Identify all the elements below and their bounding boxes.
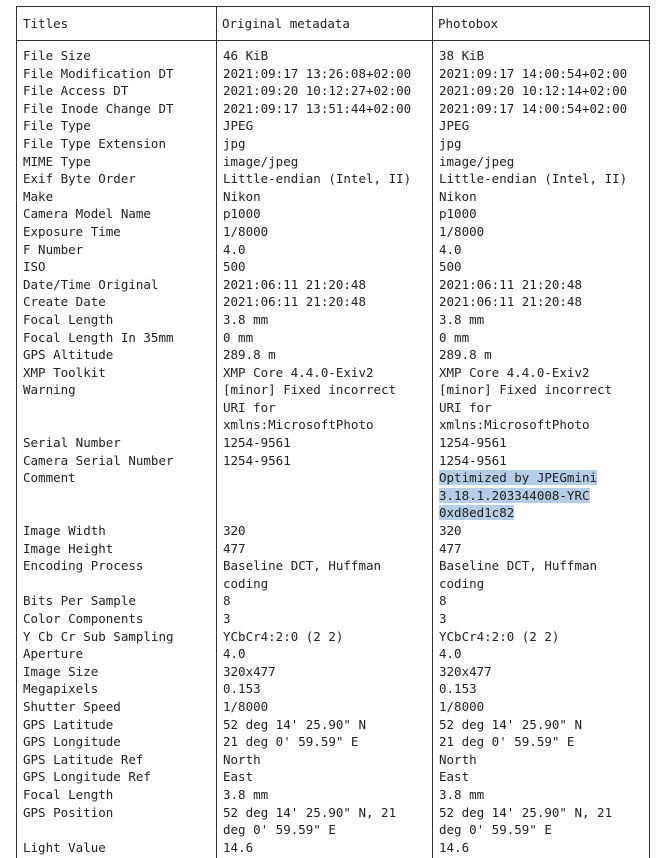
row-title: Image Height — [23, 540, 114, 556]
original-value — [217, 645, 433, 663]
original-value — [217, 153, 433, 171]
value-line: URI for — [223, 399, 276, 415]
row-title: Megapixels — [23, 681, 99, 697]
row-title: File Size — [23, 48, 91, 63]
original-value — [217, 205, 433, 223]
original-value — [217, 293, 433, 311]
value-line: image/jpeg — [223, 153, 299, 169]
photobox-value — [433, 434, 649, 452]
original-value — [217, 804, 433, 839]
value-line: p1000 — [223, 206, 261, 222]
photobox-value — [433, 786, 649, 804]
value-line: 320x477 — [439, 663, 492, 679]
value-line: 14.6 — [223, 839, 254, 855]
photobox-value — [433, 100, 649, 118]
value-line: 1254-9561 — [439, 435, 507, 451]
table-row — [17, 804, 649, 839]
value-line: 2021:09:17 14:00:54+02:00 — [439, 100, 628, 116]
original-value — [217, 346, 433, 364]
row-title: Warning — [23, 382, 76, 398]
photobox-value — [433, 680, 649, 698]
original-value — [217, 82, 433, 100]
photobox-value — [433, 311, 649, 329]
table-row — [17, 381, 649, 434]
photobox-value — [433, 557, 649, 592]
photobox-value — [433, 381, 649, 434]
value-line: JPEG — [223, 118, 254, 134]
table-row — [17, 100, 649, 118]
original-value — [217, 100, 433, 118]
value-line: YCbCr4:2:0 (2 2) — [439, 628, 560, 644]
table-row — [17, 82, 649, 100]
original-value — [217, 839, 433, 857]
original-value — [217, 733, 433, 751]
original-value — [217, 170, 433, 188]
photobox-value — [433, 452, 649, 470]
photobox-value — [433, 170, 649, 188]
row-title: Aperture — [23, 646, 84, 662]
table-row — [17, 452, 649, 470]
selection-highlight[interactable]: 0xd8ed1c82 — [439, 505, 515, 521]
original-value — [217, 381, 433, 434]
photobox-value — [433, 293, 649, 311]
table-row — [17, 364, 649, 382]
photobox-value — [433, 364, 649, 382]
table-row — [17, 276, 649, 294]
value-line: 289.8 m — [223, 347, 276, 363]
table-row — [17, 768, 649, 786]
table-row — [17, 329, 649, 347]
original-value — [217, 610, 433, 628]
photobox-value — [433, 698, 649, 716]
photobox-value — [433, 223, 649, 241]
table-row — [17, 786, 649, 804]
original-value — [217, 258, 433, 276]
value-line: 3 — [439, 611, 447, 626]
row-title: Focal Length In 35mm — [23, 329, 174, 345]
table-row — [17, 47, 649, 65]
row-title: Y Cb Cr Sub Sampling — [23, 628, 174, 644]
value-line: 21 deg 0' 59.59" E — [439, 734, 575, 750]
value-line: Baseline DCT, Huffman — [223, 558, 382, 574]
photobox-value — [433, 346, 649, 364]
highlighted-value-line — [439, 487, 645, 505]
value-line: 14.6 — [439, 839, 470, 855]
original-value — [217, 188, 433, 206]
original-value — [217, 680, 433, 698]
row-title: Image Width — [23, 523, 106, 539]
value-line: JPEG — [439, 118, 470, 134]
table-row — [17, 258, 649, 276]
value-line: p1000 — [439, 206, 477, 222]
value-line: 1/8000 — [439, 223, 485, 239]
table-row — [17, 733, 649, 751]
header-photobox: Photobox — [438, 16, 499, 31]
value-line: xmlns:MicrosoftPhoto — [223, 417, 374, 433]
value-line: 52 deg 14' 25.90" N — [223, 716, 366, 732]
table-row — [17, 557, 649, 592]
row-title: GPS Longitude — [23, 734, 121, 750]
value-line: 3.8 mm — [439, 311, 485, 327]
value-line: 2021:06:11 21:20:48 — [439, 276, 582, 292]
row-title: Create Date — [23, 294, 106, 310]
value-line: Little-endian (Intel, II) — [439, 171, 628, 187]
value-line: 4.0 — [223, 646, 246, 662]
photobox-value — [433, 258, 649, 276]
table-row — [17, 522, 649, 540]
original-value — [217, 47, 433, 65]
value-line: image/jpeg — [439, 153, 515, 169]
header-separator — [17, 40, 649, 41]
value-line: 46 KiB — [223, 48, 269, 63]
value-line: 3.8 mm — [223, 786, 269, 802]
table-row — [17, 663, 649, 681]
value-line: 500 — [223, 259, 246, 275]
value-line: 3.8 mm — [439, 786, 485, 802]
value-line: 8 — [223, 593, 231, 609]
original-value — [217, 557, 433, 592]
table-row — [17, 469, 649, 522]
row-title: Exposure Time — [23, 223, 121, 239]
table-row — [17, 839, 649, 857]
table-row — [17, 540, 649, 558]
table-row — [17, 311, 649, 329]
row-title: Exif Byte Order — [23, 171, 136, 187]
photobox-value — [433, 135, 649, 153]
value-line: 500 — [439, 259, 462, 275]
row-title: Image Size — [23, 663, 99, 679]
row-title: F Number — [23, 241, 84, 257]
row-title: Bits Per Sample — [23, 593, 136, 609]
value-line: coding — [439, 575, 485, 591]
header-titles: Titles — [23, 16, 69, 31]
photobox-value — [433, 329, 649, 347]
photobox-value — [433, 540, 649, 558]
value-line: 320 — [223, 523, 246, 539]
original-value — [217, 716, 433, 734]
photobox-value — [433, 592, 649, 610]
table-row — [17, 65, 649, 83]
value-line: 2021:09:17 14:00:54+02:00 — [439, 65, 628, 81]
photobox-value — [433, 733, 649, 751]
table-row — [17, 117, 649, 135]
value-line: 3.8 mm — [223, 311, 269, 327]
value-line: 2021:06:11 21:20:48 — [223, 294, 366, 310]
table-row — [17, 205, 649, 223]
value-line: North — [439, 751, 477, 767]
photobox-value — [433, 188, 649, 206]
table-row — [17, 188, 649, 206]
photobox-value — [433, 751, 649, 769]
original-value — [217, 628, 433, 646]
value-line: 4.0 — [439, 241, 462, 257]
original-value — [217, 135, 433, 153]
photobox-value — [433, 628, 649, 646]
original-value — [217, 117, 433, 135]
photobox-value — [433, 117, 649, 135]
value-line: 320 — [439, 523, 462, 539]
value-line: XMP Core 4.4.0-Exiv2 — [223, 364, 374, 380]
photobox-value — [433, 276, 649, 294]
row-title: File Type Extension — [23, 135, 166, 151]
value-line: 2021:09:17 13:51:44+02:00 — [223, 100, 412, 116]
photobox-value — [433, 645, 649, 663]
row-title: Encoding Process — [23, 558, 144, 574]
row-title: Camera Model Name — [23, 206, 151, 222]
value-line: jpg — [223, 135, 246, 151]
original-value — [217, 786, 433, 804]
value-line: Nikon — [223, 188, 261, 204]
original-value — [217, 329, 433, 347]
value-line: coding — [223, 575, 269, 591]
value-line: 477 — [439, 540, 462, 556]
value-line: 2021:06:11 21:20:48 — [439, 294, 582, 310]
selection-highlight[interactable]: Optimized by JPEGmini — [439, 470, 598, 486]
table-row — [17, 346, 649, 364]
table-row — [17, 293, 649, 311]
table-row — [17, 716, 649, 734]
row-title: Camera Serial Number — [23, 452, 174, 468]
row-title: MIME Type — [23, 153, 91, 169]
row-title: GPS Altitude — [23, 347, 114, 363]
row-title: Light Value — [23, 839, 106, 855]
original-value — [217, 276, 433, 294]
value-line: 0 mm — [223, 329, 254, 345]
original-value — [217, 522, 433, 540]
highlighted-value-line — [439, 504, 645, 522]
photobox-value — [433, 768, 649, 786]
value-line: URI for — [439, 399, 492, 415]
row-title: File Modification DT — [23, 65, 174, 81]
value-line: 21 deg 0' 59.59" E — [223, 734, 359, 750]
value-line: Nikon — [439, 188, 477, 204]
table-row — [17, 645, 649, 663]
photobox-value — [433, 522, 649, 540]
row-title: File Inode Change DT — [23, 100, 174, 116]
photobox-value — [433, 82, 649, 100]
value-line: North — [223, 751, 261, 767]
value-line: 2021:09:17 13:26:08+02:00 — [223, 65, 412, 81]
table-row — [17, 592, 649, 610]
original-value — [217, 223, 433, 241]
value-line: 1254-9561 — [439, 452, 507, 468]
table-row — [17, 241, 649, 259]
value-line: [minor] Fixed incorrect — [439, 382, 613, 398]
photobox-value — [433, 47, 649, 65]
value-line: 289.8 m — [439, 347, 492, 363]
original-value — [217, 241, 433, 259]
value-line: 52 deg 14' 25.90" N — [439, 716, 582, 732]
original-value — [217, 469, 433, 522]
photobox-value — [433, 205, 649, 223]
original-value — [217, 592, 433, 610]
value-line: 2021:09:20 10:12:14+02:00 — [439, 83, 628, 99]
highlighted-value-line — [439, 469, 645, 487]
header-original-metadata: Original metadata — [222, 16, 350, 31]
original-value — [217, 452, 433, 470]
value-line: jpg — [439, 135, 462, 151]
photobox-value — [433, 663, 649, 681]
row-title: Date/Time Original — [23, 276, 159, 292]
value-line: 1254-9561 — [223, 435, 291, 451]
value-line: XMP Core 4.4.0-Exiv2 — [439, 364, 590, 380]
photobox-value — [433, 65, 649, 83]
photobox-value — [433, 153, 649, 171]
row-title: GPS Latitude — [23, 716, 114, 732]
original-value — [217, 751, 433, 769]
value-line: 1/8000 — [223, 223, 269, 239]
table-row — [17, 610, 649, 628]
table-row — [17, 628, 649, 646]
table-row — [17, 751, 649, 769]
row-title: Color Components — [23, 611, 144, 626]
value-line: 2021:06:11 21:20:48 — [223, 276, 366, 292]
original-value — [217, 311, 433, 329]
value-line: 3 — [223, 611, 231, 626]
value-line: 0.153 — [223, 681, 261, 697]
value-line: Baseline DCT, Huffman — [439, 558, 598, 574]
value-line: 320x477 — [223, 663, 276, 679]
original-value — [217, 434, 433, 452]
row-title: Shutter Speed — [23, 698, 121, 714]
row-title: Focal Length — [23, 311, 114, 327]
row-title: Comment — [23, 470, 76, 486]
value-line: xmlns:MicrosoftPhoto — [439, 417, 590, 433]
table-row — [17, 153, 649, 171]
photobox-value — [433, 610, 649, 628]
value-line: Little-endian (Intel, II) — [223, 171, 412, 187]
selection-highlight[interactable]: 3.18.1.203344008-YRC — [439, 487, 590, 503]
photobox-value — [433, 716, 649, 734]
value-line: 0 mm — [439, 329, 470, 345]
table-body — [17, 47, 649, 856]
value-line: 4.0 — [223, 241, 246, 257]
table-row — [17, 135, 649, 153]
row-title: GPS Latitude Ref — [23, 751, 144, 767]
table-row — [17, 680, 649, 698]
value-line: 2021:09:20 10:12:27+02:00 — [223, 83, 412, 99]
photobox-value — [433, 469, 649, 522]
metadata-table — [16, 6, 650, 858]
value-line: East — [223, 769, 254, 785]
table-row — [17, 434, 649, 452]
value-line: East — [439, 769, 470, 785]
photobox-value — [433, 241, 649, 259]
value-line: deg 0' 59.59" E — [439, 822, 552, 838]
original-value — [217, 698, 433, 716]
original-value — [217, 540, 433, 558]
row-title: File Access DT — [23, 83, 129, 99]
value-line: 52 deg 14' 25.90" N, 21 — [439, 804, 613, 820]
row-title: GPS Position — [23, 804, 114, 820]
value-line: [minor] Fixed incorrect — [223, 382, 397, 398]
value-line: 1/8000 — [439, 698, 485, 714]
original-value — [217, 663, 433, 681]
photobox-value — [433, 839, 649, 857]
original-value — [217, 768, 433, 786]
value-line — [223, 469, 429, 487]
value-line: 477 — [223, 540, 246, 556]
table-row — [17, 170, 649, 188]
value-line: 0.153 — [439, 681, 477, 697]
original-value — [217, 364, 433, 382]
table-row — [17, 698, 649, 716]
original-value — [217, 65, 433, 83]
value-line: 52 deg 14' 25.90" N, 21 — [223, 804, 397, 820]
value-line: 8 — [439, 593, 447, 609]
value-line: 1254-9561 — [223, 452, 291, 468]
row-title: Focal Length — [23, 786, 114, 802]
value-line: YCbCr4:2:0 (2 2) — [223, 628, 344, 644]
photobox-value — [433, 804, 649, 839]
row-title: Serial Number — [23, 435, 121, 451]
value-line: 4.0 — [439, 646, 462, 662]
row-title: XMP Toolkit — [23, 364, 106, 380]
row-title: ISO — [23, 259, 46, 275]
value-line: 38 KiB — [439, 48, 485, 63]
value-line: 1/8000 — [223, 698, 269, 714]
row-title: GPS Longitude Ref — [23, 769, 151, 785]
table-row — [17, 223, 649, 241]
value-line: deg 0' 59.59" E — [223, 822, 336, 838]
row-title: Make — [23, 188, 54, 204]
row-title: File Type — [23, 118, 91, 134]
